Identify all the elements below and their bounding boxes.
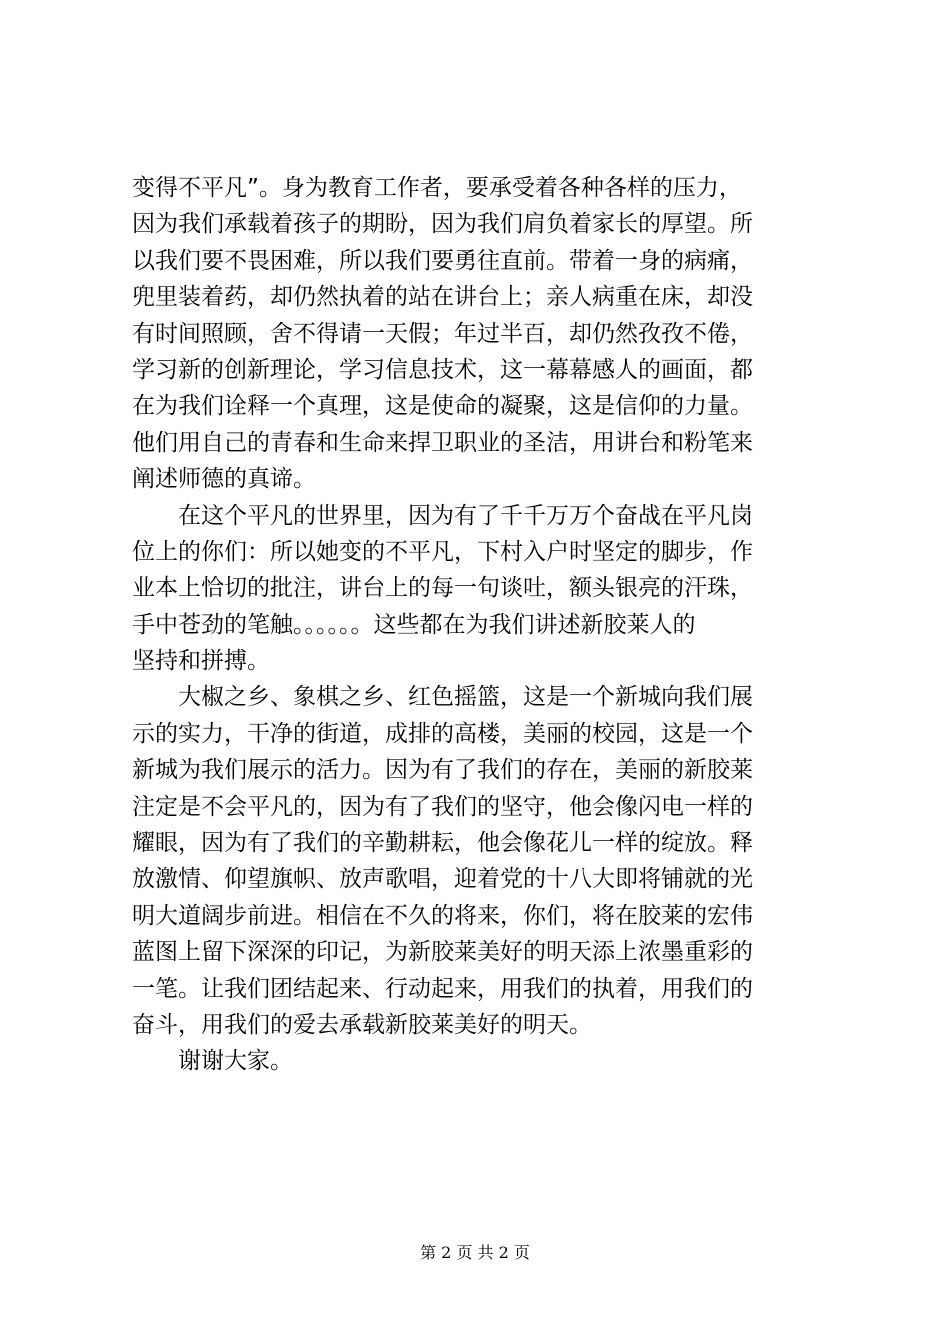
text-line-8: 他们用自己的青春和生命来捍卫职业的圣洁，用讲台和粉笔来 [132,429,753,456]
text-line-10: 在这个平凡的世界里，因为有了千千万万个奋战在平凡岗 [178,502,753,529]
text-line-24: 奋斗，用我们的爱去承载新胶莱美好的明天。 [132,1011,592,1038]
text-line-12: 业本上恰切的批注，讲台上的每一句谈吐，额头银亮的汗珠， [132,575,753,602]
text-line-21: 明大道阔步前进。相信在不久的将来，你们，将在胶莱的宏伟 [132,902,753,929]
text-line-9: 阐述师德的真谛。 [132,466,316,493]
page-footer: 第 2 页 共 2 页 [420,1243,530,1262]
text-line-13: 手中苍劲的笔触。。。。。。这些都在为我们讲述新胶莱人的 [132,611,696,638]
text-line-18: 注定是不会平凡的，因为有了我们的坚守，他会像闪电一样的 [132,793,753,820]
text-line-3: 以我们要不畏困难，所以我们要勇往直前。带着一身的病痛， [132,247,753,274]
text-line-4: 兜里装着药，却仍然执着的站在讲台上；亲人病重在床，却没 [132,284,753,311]
text-line-25: 谢谢大家。 [178,1048,293,1075]
text-line-17: 新城为我们展示的活力。因为有了我们的存在，美丽的新胶莱 [132,757,753,784]
text-line-23: 一笔。让我们团结起来、行动起来，用我们的执着，用我们的 [132,975,753,1002]
text-line-15: 大椒之乡、象棋之乡、红色摇篮，这是一个新城向我们展 [178,684,753,711]
text-line-2: 因为我们承载着孩子的期盼，因为我们肩负着家长的厚望。所 [132,211,753,238]
text-line-20: 放激情、仰望旗帜、放声歌唱，迎着党的十八大即将铺就的光 [132,866,753,893]
document-body [132,170,832,1080]
text-line-1: 变得不平凡”。身为教育工作者，要承受着各种各样的压力， [132,175,742,201]
text-line-14: 坚持和拼搏。 [132,648,270,675]
text-line-11: 位上的你们：所以她变的不平凡，下村入户时坚定的脚步，作 [132,538,753,565]
text-line-22: 蓝图上留下深深的印记，为新胶莱美好的明天添上浓墨重彩的 [132,939,753,966]
text-line-7: 在为我们诠释一个真理，这是使命的凝聚，这是信仰的力量。 [132,393,753,420]
text-line-6: 学习新的创新理论，学习信息技术，这一幕幕感人的画面，都 [132,356,753,383]
text-line-19: 耀眼，因为有了我们的辛勤耕耘，他会像花儿一样的绽放。释 [132,830,753,857]
text-line-5: 有时间照顾，舍不得请一天假；年过半百，却仍然孜孜不倦， [132,320,753,347]
text-line-16: 示的实力，干净的街道，成排的高楼，美丽的校园，这是一个 [132,720,753,747]
